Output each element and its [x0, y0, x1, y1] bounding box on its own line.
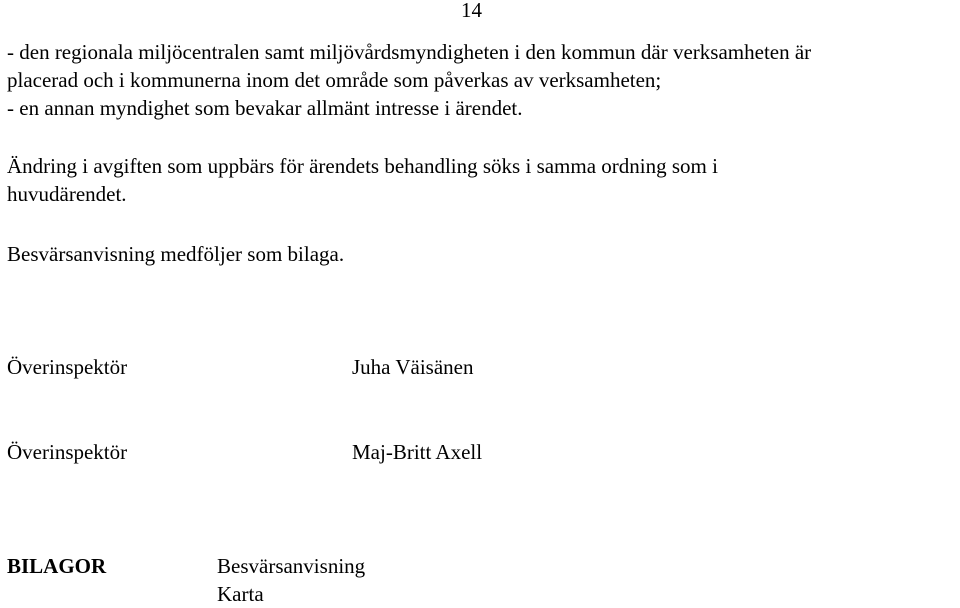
paragraph-line: - en annan myndighet som bevakar allmänt intresse i ärendet. [7, 96, 523, 120]
paragraph-line: placerad och i kommunerna inom det område som påverkas av verksamheten; [7, 68, 662, 92]
paragraph-line: - den regionala miljöcentralen samt miljövårdsmyndigheten i den kommun där verksamheten är [7, 40, 812, 64]
recipients-paragraph [7, 38, 811, 122]
attachments-list [217, 552, 365, 608]
paragraph-line: Besvärsanvisning medföljer som bilaga. [7, 242, 345, 266]
attachments-label: BILAGOR [7, 554, 107, 578]
appeal-instructions-paragraph [7, 240, 344, 268]
attachments-section [7, 552, 947, 608]
attachment-item: Besvärsanvisning [217, 554, 366, 578]
signatory-name: Maj-Britt Axell [352, 440, 483, 464]
signatory-name: Juha Väisänen [352, 355, 474, 379]
signatory-title: Överinspektör [7, 440, 128, 464]
signatory-title: Överinspektör [7, 355, 128, 379]
paragraph-line: Ändring i avgiften som uppbärs för ärendets behandling söks i samma ordning som i [7, 154, 718, 178]
paragraph-line: huvudärendet. [7, 182, 127, 206]
page-number: 14 [461, 0, 482, 22]
attachment-item: Karta [217, 582, 264, 606]
fee-appeal-paragraph [7, 152, 718, 208]
